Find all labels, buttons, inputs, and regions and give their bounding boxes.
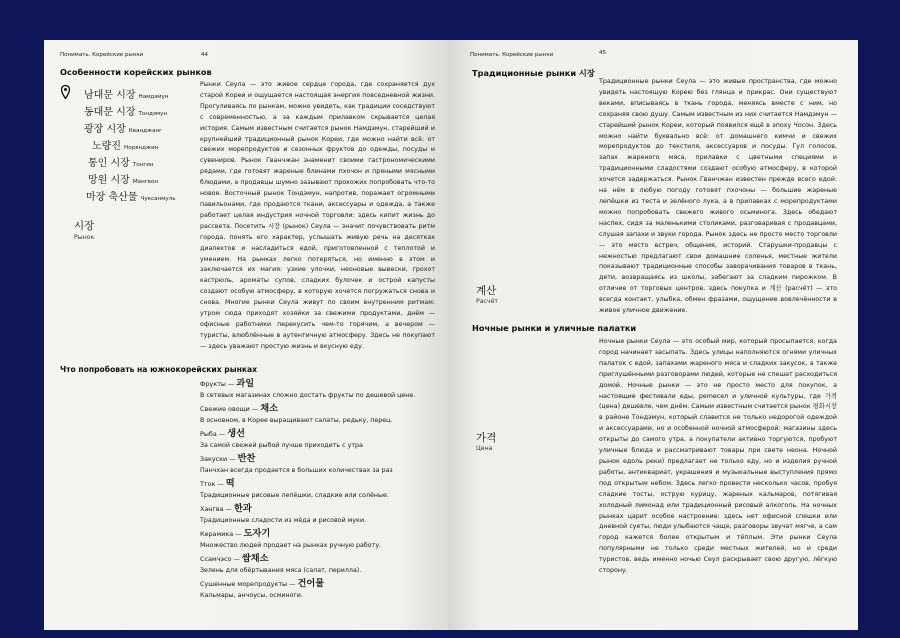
- food-item: Свежие овощи — 채소 В основном, в Корее выращивают салаты, редьку, перец.: [200, 403, 393, 424]
- section-title: Традиционные рынки 시장: [472, 68, 595, 78]
- left-page: [44, 40, 448, 630]
- body-text-traditional: Традиционные рынки Сеула — это живые пространства, где можно увидеть настоящую Корею без глянца и прикрас. Они существуют веками, вписываясь в ткань города, меняясь вместе с ним, но сохраняя свою душу. Самым известным из них считается Намдэмун — старейший рынок Кореи, который появился ещё в эпоху Чосон. Здесь можно найти буквально всё: от домашнего кимчи и свежих морепродуктов до текстиля, аксессуаров и посуды. Гул голосов, запах жареного мяса, прилавки с цветными специями и традиционными сладостями создают особую атмосферу, в которой хочется задержаться. Рынок Гванчжан известен прежде всего едой: на нём в любую погоду готовят пхочоны — большие жареные лепёшки из теста и зелёного лука, а в прилавках с морепродуктами можно попробовать свежего живого осьминога. Здесь обедают наспех, сидя за маленькими столиками, разговаривая с продавцами, слушая запахи и звуки города. Рынок здесь не просто место торговли — это место встреч, общения, историй. Старушки-продавцы с нежностью предлагают свои домашние соленья, местные жители показывают традиционные способы заворачивания товаров в ткань, дети, возвращаясь из школы, забегают за сладким пирожком. В отличие от торговых центров, здесь покупка и 계산 (расчёт) — это всегда контакт, улыбка, обмен фразами, ощущение вовлечённости в живое уличное движение.: [599, 78, 837, 315]
- food-item: Рыба — 생선 За самой свежей рыбой лучше приходить с утра: [200, 428, 363, 449]
- food-item: Керамика — 도자기 Множество людей продает на рынках ручную работу.: [200, 528, 382, 549]
- running-head: Понимать. Корейские рынки: [60, 52, 144, 58]
- section-title-night-markets: Ночные рынки и уличные палатки: [472, 323, 637, 333]
- food-item: Ссамчэсо — 쌈채소 Зелень для обёртывания мяса (салат, перилла).: [200, 553, 362, 574]
- term-korean: 계산: [476, 285, 497, 297]
- market-item: 망원 시장 Мангвон: [88, 175, 159, 186]
- section-title: Особенности корейских рынков: [60, 67, 212, 77]
- food-item: Закуски — 반찬 Панчхан всегда продается в больших количествах за раз: [200, 453, 393, 474]
- body-paragraph: Рынки Сеула — это живое сердце города, где сохраняется дух старой Кореи и ощущается настоящая энергия повседневной жизни. Прогуливаясь по рынкам, можно увидеть, как традиции соседствуют с современностью, а за каждым прилавком скрывается целая история. Самым известным считается рынок Намдэмун, старейший и крупнейший традиционный рынок Кореи, где можно найти всё: от свежих морепродуктов и сезонных фруктов до одежды, посуды и сувениров. Рынок Гванчжан знаменит своими гастрономическими рядами, где готовят жареные блинами пхочон и пряными мясными блюдами, а продавцы шумно зазывают прохожих попробовать что-то новое. Восточный рынок Тондэмун, напротив, поражает огромными павильонами, где продаются ткани, аксессуары и одежда, а также работает целая индустрия ночной торговли: здесь кипит жизнь до рассвета. Посетить 시장 (рынок) Сеула — значит почувствовать ритм города, понять его характер, услышать живую речь на десятках диалектов и насладиться едой, приготовленной с теплотой и умением. На рынках легко потеряться, но именно в этом и заключается их магия: узкие улочки, неоновые вывески, грохот кастрюль, ароматы супов, сладких булочек и острой капусты создают особую атмосферу, в которую хочется погружаться снова и снова. Многие рынки Сеула живут по своим внутренним ритмам: утром сюда приходят хозяйки за свежими продуктами, днём — офисные работники перекусить чем-то горячим, а вечером — туристы, влюблённые в аутентичную атмосферу. Здесь не покупают — здесь уважают простую жизнь и вкусную еду.: [200, 81, 435, 350]
- food-item: Ттоκ — 떡 Традиционные рисовые лепёшки, сладкие или солёные.: [200, 478, 389, 499]
- food-item: Хангва — 한과 Традиционные сладости из мёда и рисовой муки.: [200, 503, 367, 524]
- food-item: Фрукты — 과일 В сетевых магазинах сложно достать фрукты по дешевой цене.: [200, 378, 416, 399]
- running-head: Понимать. Корейские рынки: [470, 52, 554, 58]
- market-item: 동대문 시장 Тондэмун: [84, 107, 168, 118]
- market-item: 남대문 시장 Намдэмун: [84, 90, 169, 101]
- page-number: 45: [599, 50, 606, 56]
- body-text-night: Ночные рынки Сеула — это особый мир, который просыпается, когда город начинает засыпать. Здесь улицы наполняются огнями уличных палаток с едой, запахами жареного мяса и сладких закусок, а также приглушёнными разговорами людей, которые не спешат расходиться домой. Ночные рынки — это не просто место для покупок, а настоящие фестивали еды, рemeсел и уличной культуры, где 가격 (цена) дешевле, чем днём. Самым известным считается рынок 평화시장 в районе Тондэмун, который славится не только недорогой одеждой и аксессуарами, но и особенной ночной атмосферой: магазины здесь открыты до самого утра, а покупатели активно торгуются, пробуют уличные блюда и рассматривают товары при свете неона. Ночной рынок едоль реки) предлагает не только еду, но и изделия ручной работы, антиквариат, украшения и музыкальные выступления прямо под открытым небом. Здесь легко провести несколько часов, пробуя сладкие тосты, острую курицу, жареных кальмаров, потягивая холодный лимонад или традиционный рисовый алкоголь. На ночных рынках царит особое настроение: здесь нет офисной спешки или дневной суеты, люди улыбаются чаще, разговоры звучат мягче, а сам город кажется более открытым и тёплым. Эти рынки Сеула популярными не только среди местных жителей, но и среди туристов, ведь именно ночью Сеул раскрывает свою другую, лёгкую сторону.: [599, 338, 837, 575]
- page-number: 44: [201, 52, 208, 58]
- food-list: [200, 378, 435, 628]
- location-pin-icon: [61, 85, 70, 99]
- market-item: 통인 시장 Тонгин: [88, 158, 154, 169]
- term-korean: 시장: [74, 220, 95, 232]
- market-item: 마장 축산물 Чуксанмуль: [86, 192, 176, 203]
- term-translation: Цена: [476, 445, 493, 452]
- market-list: [84, 83, 204, 203]
- section-title-foods: Что попробовать на южнокорейских рынках: [60, 365, 257, 374]
- term-translation: Расчёт: [476, 298, 498, 305]
- market-item: 광장 시장 Кванджанг: [84, 124, 163, 135]
- food-item: Сушенные морепродукты — 건어물 Кальмары, анчоусы, осминоги.: [200, 578, 325, 599]
- body-text: [200, 80, 435, 365]
- right-page: [448, 40, 858, 630]
- term-korean: 가격: [476, 432, 497, 444]
- term-translation: Рынок: [74, 234, 95, 241]
- market-item: 노량진 Норянджин: [92, 141, 159, 152]
